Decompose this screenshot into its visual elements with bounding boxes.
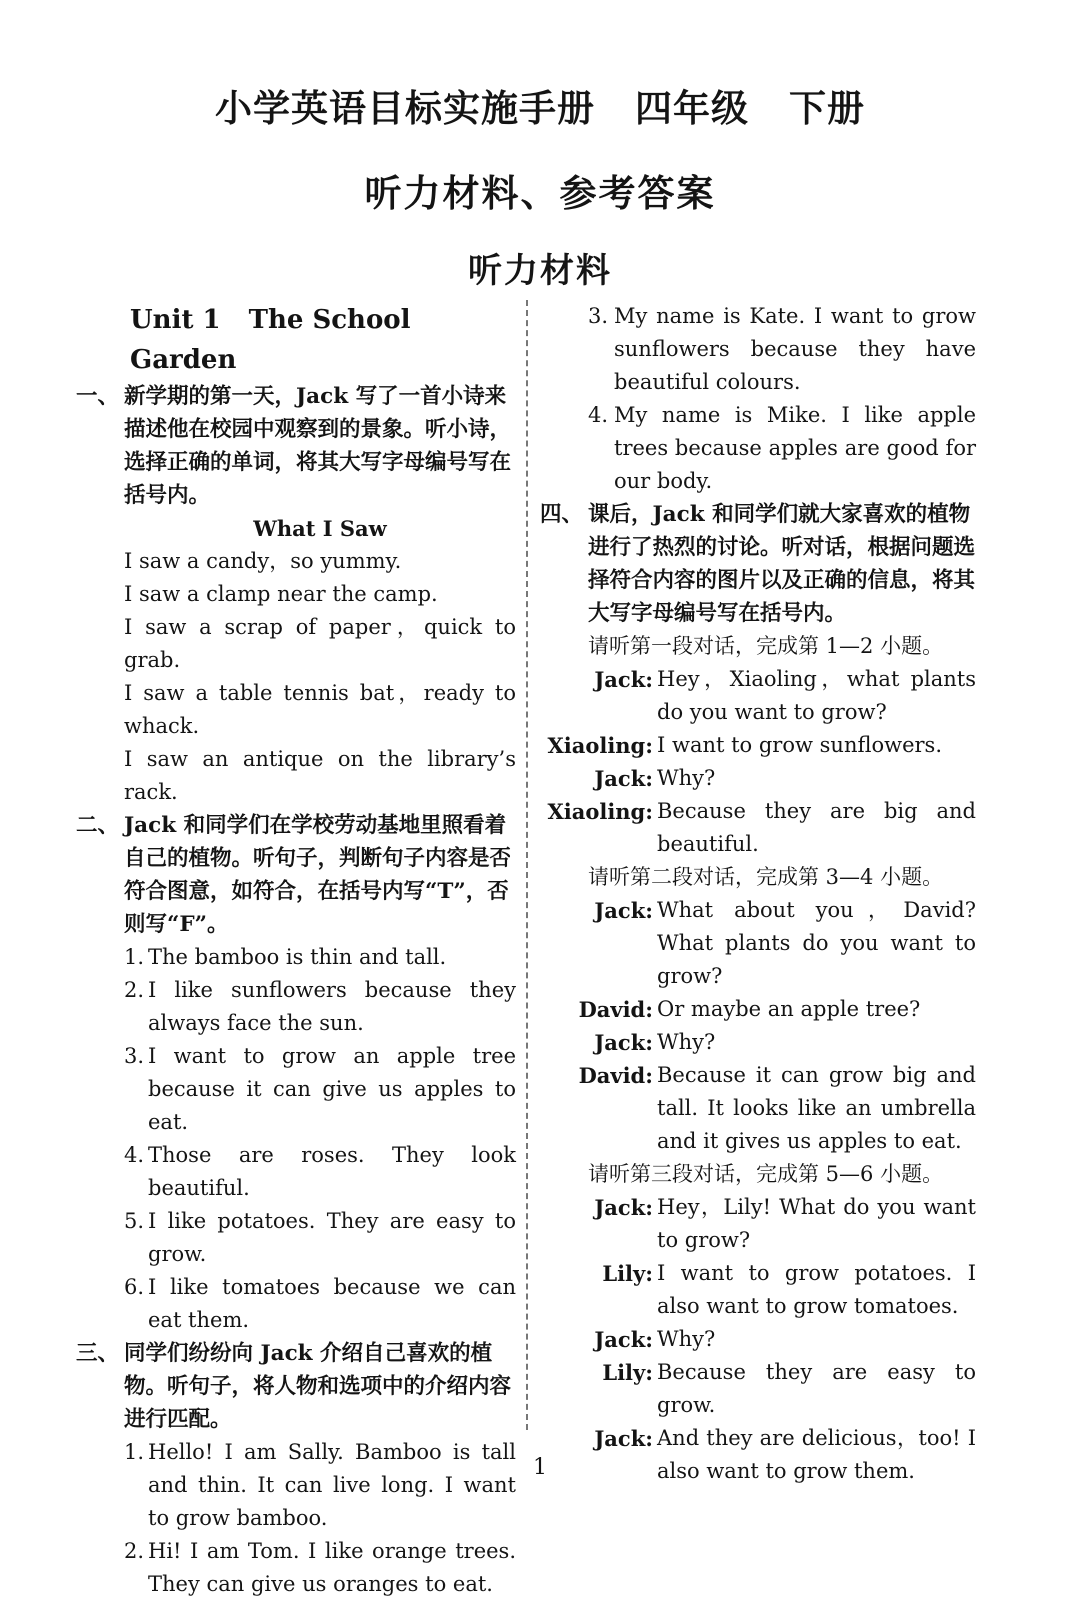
part4-instruction: 四、 课后，Jack 和同学们就大家喜欢的植物进行了热烈的讨论。听对话，根据问题选择符合内容的图片以及正确的信息，将其大写字母编号写在括号内。 bbox=[540, 502, 976, 626]
dialogue-turn: Jack: Why? bbox=[594, 766, 716, 791]
list-item: 1. The bamboo is thin and tall. bbox=[124, 945, 447, 969]
dialogue-turn: Jack: What about you，David? What plants do you want to grow? bbox=[594, 898, 976, 988]
list-item: 5. I like potatoes. They are easy to grow. bbox=[124, 1209, 516, 1266]
part1-instruction: 一、 新学期的第一天，Jack 写了一首小诗来描述他在校园中观察到的景象。听小诗，选择正确的单词，将其大写字母编号写在括号内。 bbox=[76, 384, 512, 508]
left-column bbox=[76, 300, 516, 1601]
dialogue-turn: David: Or maybe an apple tree? bbox=[578, 997, 921, 1022]
column-divider bbox=[526, 300, 528, 1430]
dialogue-intro: 请听第二段对话，完成第 3—4 小题。 bbox=[588, 865, 944, 889]
poem-line: I saw a candy，so yummy. bbox=[124, 549, 402, 573]
dialogue-intro: 请听第一段对话，完成第 1—2 小题。 bbox=[588, 634, 944, 658]
list-item: 4. My name is Mike. I like apple trees because apples are good for our body. bbox=[588, 403, 976, 493]
list-item: 3. My name is Kate. I want to grow sunflowers because they have beautiful colours. bbox=[588, 304, 976, 394]
unit-title: Unit 1 The School Garden bbox=[130, 305, 411, 375]
dialogue-turn: Lily: I want to grow potatoes. I also want to grow tomatoes. bbox=[602, 1261, 976, 1318]
dialogue-turn: Jack: And they are delicious，too! I also want to grow them. bbox=[594, 1426, 976, 1483]
dialogue-turn: David: Because it can grow big and tall. It looks like an umbrella and it gives us apples to eat. bbox=[578, 1063, 976, 1153]
poem-line: I saw a clamp near the camp. bbox=[124, 582, 438, 606]
dialogue-turn: Jack: Hey，Xiaoling，what plants do you want to grow? bbox=[594, 667, 976, 724]
list-item: 1. Hello! I am Sally. Bamboo is tall and thin. It can live long. I want to grow bamboo. bbox=[124, 1440, 516, 1530]
list-item: 6. I like tomatoes because we can eat them. bbox=[124, 1275, 516, 1332]
poem-title: What I Saw bbox=[253, 516, 387, 541]
section-heading: 听力材料 bbox=[468, 251, 612, 291]
document-subtitle: 听力材料、参考答案 bbox=[364, 171, 716, 215]
list-item: 3. I want to grow an apple tree because it can give us apples to eat. bbox=[124, 1044, 516, 1134]
dialogue-turn: Lily: Because they are easy to grow. bbox=[602, 1360, 976, 1417]
right-column bbox=[540, 300, 976, 1488]
part2-instruction: 二、 Jack 和同学们在学校劳动基地里照看着自己的植物。听句子，判断句子内容是否符合图意，如符合，在括号内写“T”，否则写“F”。 bbox=[76, 813, 512, 937]
grade-text: 四年级 bbox=[635, 86, 749, 130]
list-item: 2. I like sunflowers because they always face the sun. bbox=[124, 978, 516, 1035]
dialogue-turn: Xiaoling: I want to grow sunflowers. bbox=[547, 733, 943, 758]
dialogue-intro: 请听第三段对话，完成第 5—6 小题。 bbox=[588, 1162, 944, 1186]
dialogue-turn: Jack: Hey，Lily! What do you want to grow? bbox=[594, 1195, 976, 1252]
poem-line: I saw a scrap of paper，quick to grab. bbox=[124, 615, 516, 672]
poem-line: I saw a table tennis bat，ready to whack. bbox=[124, 681, 516, 738]
dialogue-turn: Jack: Why? bbox=[594, 1030, 716, 1055]
part3-instruction: 三、 同学们纷纷向 Jack 介绍自己喜欢的植物。听句子，将人物和选项中的介绍内容进行匹配。 bbox=[76, 1341, 512, 1432]
dialogue-turn: Jack: Why? bbox=[594, 1327, 716, 1352]
dialogue-turn: Xiaoling: Because they are big and beautiful. bbox=[547, 799, 976, 856]
book-title bbox=[0, 78, 1080, 132]
page-number: 1 bbox=[533, 1455, 547, 1480]
list-item: 4. Those are roses. They look beautiful. bbox=[124, 1143, 516, 1200]
book-title-text: 小学英语目标实施手册 bbox=[215, 86, 595, 130]
list-item: 2. Hi! I am Tom. I like orange trees. They can give us oranges to eat. bbox=[124, 1539, 516, 1596]
poem-line: I saw an antique on the library’s rack. bbox=[124, 747, 516, 804]
volume-text: 下册 bbox=[789, 86, 865, 130]
